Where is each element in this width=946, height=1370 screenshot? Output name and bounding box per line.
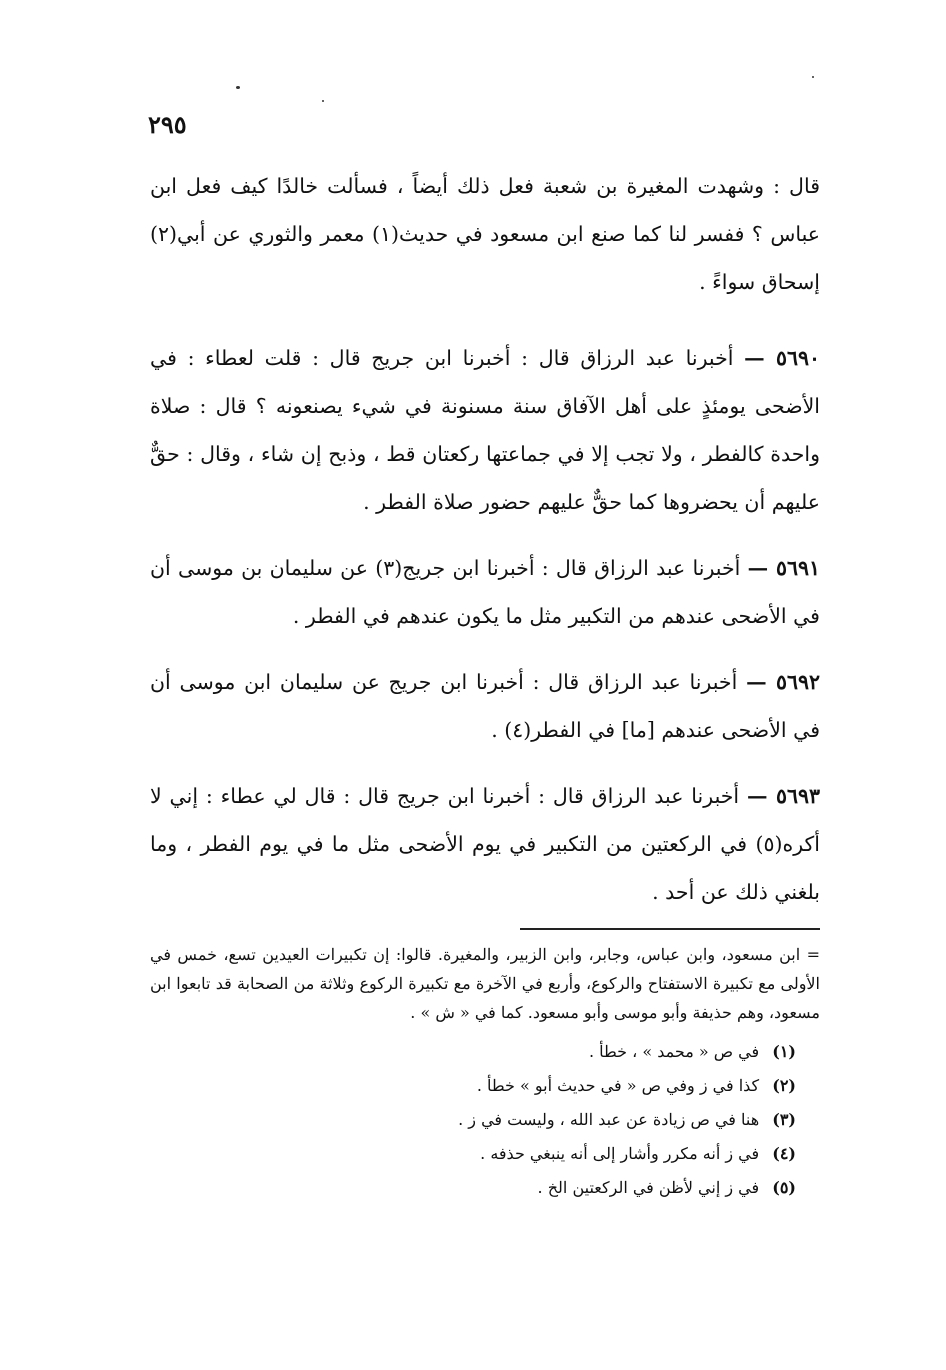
footnote-divider bbox=[520, 928, 820, 930]
footnote-text: في ز إني لأظن في الركعتين الخ . bbox=[537, 1178, 760, 1197]
scan-speck bbox=[812, 76, 814, 78]
footnote-text: هنا في ص زيادة عن عبد الله ، وليست في ز . bbox=[458, 1110, 760, 1129]
footnote-text: في ص « محمد » ، خطأ . bbox=[588, 1042, 760, 1061]
scan-speck bbox=[322, 100, 324, 102]
paragraph bbox=[150, 162, 820, 306]
footnote-text: كذا في ز وفي ص « في حديث أبو » خطأ . bbox=[476, 1076, 760, 1095]
footnote-item bbox=[150, 1103, 796, 1137]
hadith-number: ٥٦٩٣ — bbox=[746, 784, 820, 808]
footnote-number: (٤) bbox=[772, 1144, 796, 1163]
footnote-list bbox=[150, 1035, 820, 1205]
paragraph-text: قال : وشهدت المغيرة بن شعبة فعل ذلك أيضاً ، فسألت خالدًا كيف فعل ابن عباس ؟ ففسر لنا كما صنع ابن مسعود في حديث(١) معمر والثوري عن أبي(٢) إسحاق سواءً . bbox=[150, 174, 821, 294]
footnote-continuation: = ابن مسعود، وابن عباس، وجابر، وابن الزبير، والمغيرة. قالوا: إن تكبيرات العيدين تسع، خمس في الأولى مع تكبيرة الاستفتاح والركوع، وأربع في الآخرة مع تكبيرة الركوع وثلاثة من الصحابة قد تابعوا ابن مسعود، وهم حذيفة وأبو موسى وأبو مسعود. كما في « ش » . bbox=[150, 945, 820, 1022]
hadith-paragraph bbox=[150, 334, 820, 526]
scan-speck bbox=[236, 86, 240, 89]
footnote-number: (٥) bbox=[772, 1178, 796, 1197]
footnote-number: (٣) bbox=[772, 1110, 796, 1129]
footnote-item bbox=[150, 1069, 796, 1103]
footnotes bbox=[150, 940, 820, 1205]
footnote-number: (١) bbox=[772, 1042, 796, 1061]
paragraph-text: أخبرنا عبد الرزاق قال : أخبرنا ابن جريج قال : قال لي عطاء : إني لا أكره(٥) في الركعتين من التكبير في يوم الأضحى مثل ما في يوم الفطر ، وما بلغني ذلك عن أحد . bbox=[150, 784, 820, 904]
hadith-paragraph bbox=[150, 658, 820, 754]
page-number: ٢٩٥ bbox=[148, 110, 187, 139]
paragraph-text: أخبرنا عبد الرزاق قال : أخبرنا ابن جريج قال : قلت لعطاء : في الأضحى يومئذٍ على أهل الآفاق سنة مسنونة في شيء يصنعونه ؟ قال : صلاة واحدة كالفطر ، ولا تجب إلا في جماعتها ركعتان قط ، وذبح إن شاء ، وقال : حقٌّ عليهم أن يحضروها كما حقٌّ عليهم حضور صلاة الفطر . bbox=[150, 346, 820, 514]
hadith-number: ٥٦٩٠ — bbox=[744, 346, 820, 370]
footnote-number: (٢) bbox=[772, 1076, 796, 1095]
paragraph-text: أخبرنا عبد الرزاق قال : أخبرنا ابن جريج عن سليمان ابن موسى أن في الأضحى عندهم [ما] في الفطر(٤) . bbox=[150, 670, 820, 742]
footnote-item bbox=[150, 1171, 796, 1205]
main-text bbox=[150, 162, 820, 916]
footnote-text: في ز أنه مكرر وأشار إلى أنه ينبغي حذفه . bbox=[480, 1144, 760, 1163]
hadith-number: ٥٦٩١ — bbox=[747, 556, 820, 580]
footnote-item bbox=[150, 1137, 796, 1171]
hadith-paragraph bbox=[150, 544, 820, 640]
paragraph-text: أخبرنا عبد الرزاق قال : أخبرنا ابن جريج(٣) عن سليمان بن موسى أن في الأضحى عندهم من التكبير مثل ما يكون عندهم في الفطر . bbox=[150, 556, 820, 628]
footnote-item bbox=[150, 1035, 796, 1069]
hadith-paragraph bbox=[150, 772, 820, 916]
hadith-number: ٥٦٩٢ — bbox=[746, 670, 820, 694]
